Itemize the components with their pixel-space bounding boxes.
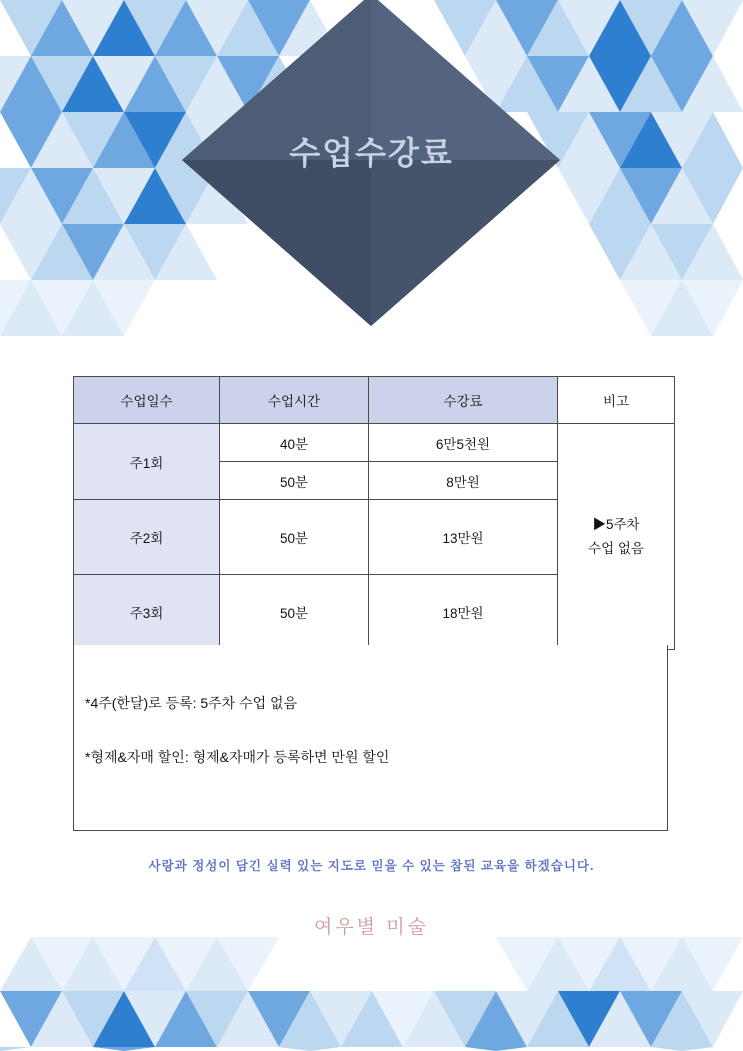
cell-remark (558, 424, 675, 650)
cell-fee-130000: 13만원 (369, 500, 558, 575)
brand-name: 여우별 미술 (313, 917, 430, 938)
note-item-2: *형제&자매 할인: 형제&자매가 등록하면 만원 할인 (85, 749, 390, 765)
cell-time-40: 40분 (220, 424, 369, 462)
slogan-text: 사랑과 정성이 담긴 실력 있는 지도로 믿을 수 있는 참된 교육을 하겠습니다. (148, 859, 595, 873)
header-triangles-svg (0, 0, 743, 355)
table-row (74, 424, 675, 462)
remark-line-2: 수업 없음 (588, 540, 644, 556)
page-title: 수업수강료 (289, 135, 454, 171)
cell-fee-65000: 6만5천원 (369, 424, 558, 462)
table-header-remark: 비고 (558, 377, 675, 424)
table-header-row (74, 377, 675, 424)
cell-time-50-b: 50분 (220, 500, 369, 575)
cell-time-50-c: 50분 (220, 575, 369, 650)
cell-fee-180000: 18만원 (369, 575, 558, 650)
note-item-1: *4주(한달)로 등록: 5주차 수업 없음 (85, 695, 298, 711)
table-header-days: 수업일수 (74, 377, 220, 424)
cell-time-50-a: 50분 (220, 462, 369, 500)
footer-triangles-svg (0, 921, 743, 1051)
table-header-fee: 수강료 (369, 377, 558, 424)
fee-table-container (73, 376, 670, 650)
remark-line-1: ▶5주차 (592, 516, 640, 532)
header-decoration (0, 0, 743, 355)
notes-box (73, 645, 668, 831)
cell-days-week2: 주2회 (74, 500, 220, 575)
table-header-time: 수업시간 (220, 377, 369, 424)
fee-table (73, 376, 675, 650)
footer-decoration (0, 921, 743, 1051)
cell-fee-80000: 8만원 (369, 462, 558, 500)
cell-days-week3: 주3회 (74, 575, 220, 650)
cell-days-week1: 주1회 (74, 424, 220, 500)
